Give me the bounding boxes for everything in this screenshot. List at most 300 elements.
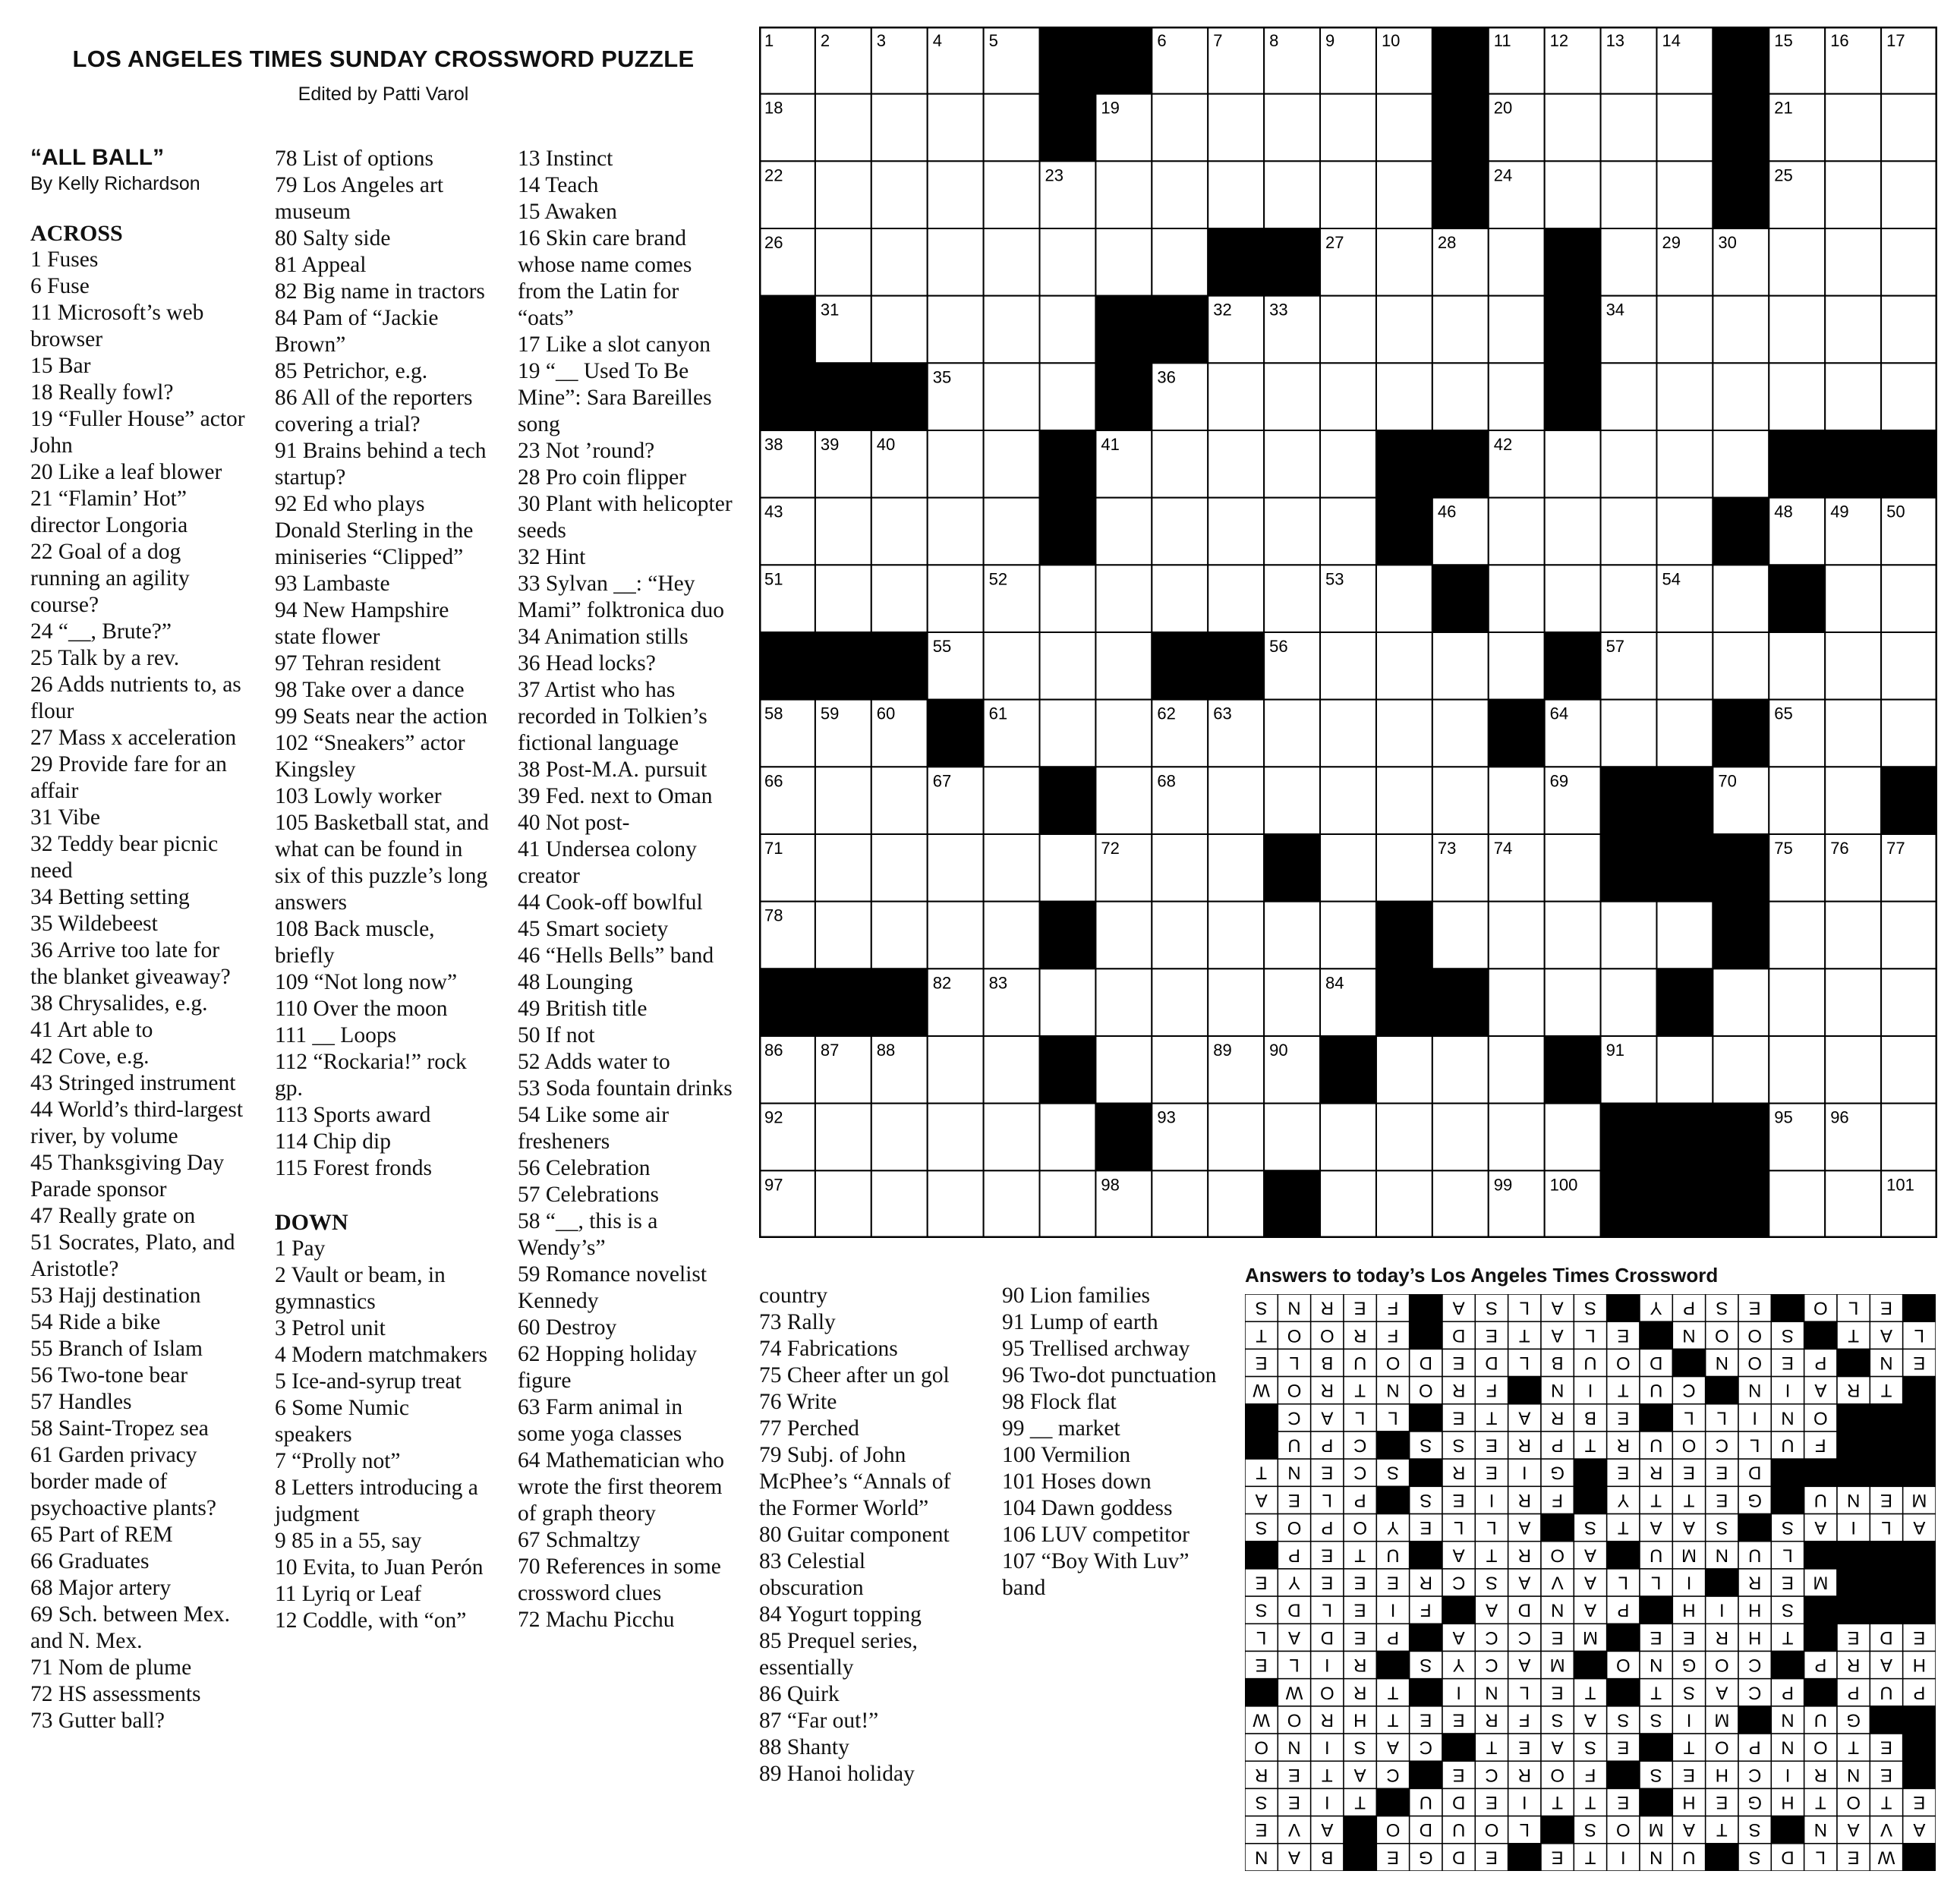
- grid-cell[interactable]: [1432, 363, 1489, 430]
- grid-cell[interactable]: [1825, 94, 1881, 162]
- grid-cell[interactable]: [1208, 94, 1264, 162]
- grid-cell[interactable]: [984, 1036, 1040, 1104]
- grid-cell[interactable]: [1489, 296, 1545, 364]
- answer-black-square: [1870, 1432, 1902, 1459]
- grid-cell[interactable]: [1545, 969, 1601, 1036]
- grid-cell[interactable]: [1040, 969, 1096, 1036]
- grid-cell[interactable]: [1320, 632, 1376, 700]
- answer-letter: E: [1452, 1407, 1465, 1428]
- grid-cell[interactable]: [928, 1036, 984, 1104]
- grid-cell[interactable]: [1095, 161, 1152, 228]
- answer-letter: E: [1682, 1462, 1696, 1483]
- clue: 3 Petrol unit: [275, 1316, 386, 1340]
- answer-letter: T: [1880, 1380, 1892, 1401]
- grid-cell[interactable]: [1545, 94, 1601, 162]
- grid-cell[interactable]: [1264, 430, 1320, 498]
- grid-cell[interactable]: [984, 767, 1040, 834]
- cell-number: 16: [1830, 31, 1849, 50]
- answer-letter: O: [1813, 1737, 1828, 1758]
- grid-cell[interactable]: [928, 1104, 984, 1171]
- grid-cell[interactable]: [1601, 565, 1657, 632]
- clue: 46 “Hells Bells” band: [518, 943, 714, 968]
- answer-black-square: [1903, 1844, 1936, 1871]
- cell-number: 100: [1549, 1175, 1578, 1195]
- grid-cell[interactable]: [928, 498, 984, 565]
- clue-list: [30, 247, 247, 1734]
- grid-cell[interactable]: [1713, 296, 1769, 364]
- grid-cell[interactable]: [1376, 1104, 1432, 1171]
- grid-cell[interactable]: [1489, 969, 1545, 1036]
- grid-cell[interactable]: [1320, 363, 1376, 430]
- grid-cell[interactable]: [1208, 161, 1264, 228]
- editor-credit: Edited by Patti Varol: [298, 83, 469, 105]
- clue: 16 Skin care brand whose name comes from the Latin for “oats”: [518, 226, 692, 330]
- clue: 103 Lowly worker: [275, 784, 442, 808]
- grid-cell[interactable]: [815, 161, 871, 228]
- grid-cell[interactable]: [1881, 1036, 1937, 1104]
- grid-cell[interactable]: [871, 902, 928, 969]
- grid-cell[interactable]: [1320, 1170, 1376, 1238]
- grid-cell[interactable]: [815, 228, 871, 296]
- grid-cell[interactable]: [871, 498, 928, 565]
- grid-cell[interactable]: [871, 767, 928, 834]
- grid-cell[interactable]: [984, 363, 1040, 430]
- grid-cell[interactable]: [1489, 767, 1545, 834]
- grid-cell[interactable]: [984, 1104, 1040, 1171]
- grid-cell[interactable]: [1656, 1036, 1713, 1104]
- answer-letter: I: [1324, 1792, 1330, 1813]
- grid-cell[interactable]: [1881, 296, 1937, 364]
- grid-cell[interactable]: [1264, 902, 1320, 969]
- answer-letter: S: [1716, 1517, 1728, 1539]
- grid-cell[interactable]: [1095, 565, 1152, 632]
- grid-cell[interactable]: [1545, 1104, 1601, 1171]
- grid-cell[interactable]: [1152, 902, 1208, 969]
- grid-cell[interactable]: [1825, 228, 1881, 296]
- grid-cell[interactable]: [1713, 565, 1769, 632]
- grid-cell[interactable]: [984, 94, 1040, 162]
- grid-cell[interactable]: [1376, 767, 1432, 834]
- grid-cell[interactable]: [984, 834, 1040, 902]
- black-square: [1040, 1036, 1096, 1104]
- grid-cell[interactable]: [1601, 498, 1657, 565]
- grid-cell[interactable]: [1095, 969, 1152, 1036]
- grid-cell[interactable]: [1656, 94, 1713, 162]
- black-square: [1545, 1036, 1601, 1104]
- clue: 67 Schmaltzy: [518, 1528, 641, 1552]
- grid-cell[interactable]: [984, 228, 1040, 296]
- grid-cell[interactable]: [1376, 834, 1432, 902]
- black-square: [1656, 834, 1713, 902]
- grid-cell[interactable]: [1152, 565, 1208, 632]
- cell-number: 5: [988, 31, 998, 50]
- answer-black-square: [1344, 1844, 1376, 1871]
- answer-letter: S: [1255, 1297, 1268, 1318]
- grid-cell[interactable]: [1432, 1104, 1489, 1171]
- grid-cell[interactable]: [1320, 834, 1376, 902]
- answer-letter: N: [1550, 1599, 1565, 1621]
- grid-cell[interactable]: [1264, 969, 1320, 1036]
- grid-cell[interactable]: [1152, 969, 1208, 1036]
- answer-letter: S: [1420, 1655, 1432, 1676]
- grid-cell[interactable]: [1320, 1104, 1376, 1171]
- grid-cell[interactable]: [1208, 1170, 1264, 1238]
- grid-cell[interactable]: [1713, 1036, 1769, 1104]
- grid-cell[interactable]: [1769, 296, 1825, 364]
- grid-cell[interactable]: [871, 161, 928, 228]
- grid-cell[interactable]: [1376, 700, 1432, 767]
- black-square: [1095, 363, 1152, 430]
- grid-cell[interactable]: [1264, 498, 1320, 565]
- grid-cell[interactable]: [1095, 767, 1152, 834]
- grid-cell[interactable]: [1881, 700, 1937, 767]
- grid-cell[interactable]: [1825, 161, 1881, 228]
- grid-cell[interactable]: [871, 1170, 928, 1238]
- grid-cell[interactable]: [1208, 834, 1264, 902]
- cell-number: 40: [876, 435, 896, 454]
- grid-cell[interactable]: [984, 902, 1040, 969]
- answer-letter: C: [1715, 1435, 1729, 1456]
- grid-cell[interactable]: [1376, 161, 1432, 228]
- answer-letter: R: [1715, 1627, 1729, 1648]
- answer-black-square: [1410, 1321, 1442, 1349]
- grid-cell[interactable]: [1320, 700, 1376, 767]
- grid-cell[interactable]: [1825, 1170, 1881, 1238]
- grid-cell[interactable]: [1208, 902, 1264, 969]
- grid-cell[interactable]: [1320, 161, 1376, 228]
- answer-black-square: [1640, 1321, 1672, 1349]
- answer-black-square: [1870, 1459, 1902, 1486]
- grid-cell[interactable]: [1320, 767, 1376, 834]
- grid-cell[interactable]: [1713, 430, 1769, 498]
- clue: 76 Write: [759, 1390, 837, 1414]
- answer-letter: E: [1353, 1297, 1366, 1318]
- grid-cell[interactable]: [1208, 363, 1264, 430]
- clue: 82 Big name in tractors: [275, 279, 485, 304]
- grid-cell[interactable]: [1601, 228, 1657, 296]
- answer-letter: M: [1714, 1709, 1730, 1731]
- grid-cell[interactable]: [1376, 632, 1432, 700]
- answer-letter: T: [1387, 1709, 1399, 1731]
- grid-cell[interactable]: [1601, 94, 1657, 162]
- grid-cell[interactable]: [1545, 902, 1601, 969]
- grid-cell[interactable]: [1489, 363, 1545, 430]
- answer-black-square: [1903, 1459, 1936, 1486]
- grid-cell[interactable]: [1769, 1036, 1825, 1104]
- answer-black-square: [1903, 1761, 1936, 1788]
- grid-cell[interactable]: [1769, 363, 1825, 430]
- grid-cell[interactable]: [928, 902, 984, 969]
- grid-cell[interactable]: [984, 498, 1040, 565]
- grid-cell[interactable]: [1040, 1170, 1096, 1238]
- grid-cell[interactable]: [1601, 700, 1657, 767]
- grid-cell[interactable]: [1825, 700, 1881, 767]
- answer-letter: R: [1517, 1435, 1532, 1456]
- grid-cell[interactable]: [1545, 430, 1601, 498]
- cell-number: 56: [1269, 637, 1288, 656]
- grid-cell[interactable]: [1264, 565, 1320, 632]
- grid-cell[interactable]: [1656, 296, 1713, 364]
- grid-cell[interactable]: [871, 228, 928, 296]
- grid-cell[interactable]: [1432, 296, 1489, 364]
- grid-cell[interactable]: [1040, 296, 1096, 364]
- cell-number: 1: [764, 31, 774, 50]
- grid-cell[interactable]: [1881, 1104, 1937, 1171]
- grid-cell[interactable]: [1208, 565, 1264, 632]
- grid-cell[interactable]: [1769, 632, 1825, 700]
- black-square: [1545, 632, 1601, 700]
- grid-cell[interactable]: [1264, 700, 1320, 767]
- grid-cell[interactable]: [815, 94, 871, 162]
- grid-cell[interactable]: [1040, 1104, 1096, 1171]
- grid-cell[interactable]: [1489, 565, 1545, 632]
- grid-cell[interactable]: [1040, 228, 1096, 296]
- grid-cell[interactable]: [871, 565, 928, 632]
- crossword-grid-svg[interactable]: [759, 27, 1937, 1238]
- grid-cell[interactable]: [1881, 161, 1937, 228]
- grid-cell[interactable]: [1432, 902, 1489, 969]
- grid-cell[interactable]: [928, 228, 984, 296]
- cell-number: 72: [1101, 839, 1120, 858]
- clue: 36 Arrive too late for the blanket giveaway?: [30, 938, 231, 989]
- grid-cell[interactable]: [1825, 632, 1881, 700]
- answer-letter: B: [1551, 1352, 1564, 1373]
- grid-cell[interactable]: [1769, 1170, 1825, 1238]
- grid-cell[interactable]: [1432, 1170, 1489, 1238]
- grid-cell[interactable]: [984, 161, 1040, 228]
- grid-cell[interactable]: [984, 1170, 1040, 1238]
- grid-cell[interactable]: [1376, 296, 1432, 364]
- grid-cell[interactable]: [815, 565, 871, 632]
- answer-letter: C: [1485, 1764, 1498, 1785]
- grid-cell[interactable]: [871, 834, 928, 902]
- grid-cell[interactable]: [1320, 498, 1376, 565]
- black-square: [1264, 228, 1320, 296]
- grid-cell[interactable]: [1152, 161, 1208, 228]
- grid-cell[interactable]: [1769, 228, 1825, 296]
- grid-cell[interactable]: [1152, 1170, 1208, 1238]
- grid-cell[interactable]: [1264, 1104, 1320, 1171]
- answer-letter: T: [1584, 1847, 1596, 1868]
- grid-cell[interactable]: [1095, 498, 1152, 565]
- grid-cell[interactable]: [1432, 767, 1489, 834]
- grid-cell[interactable]: [1656, 161, 1713, 228]
- grid-cell[interactable]: [1656, 902, 1713, 969]
- answer-black-square: [1640, 1788, 1672, 1816]
- answer-letter: I: [1686, 1572, 1692, 1593]
- black-square: [1040, 27, 1096, 94]
- grid-cell[interactable]: [1320, 902, 1376, 969]
- clue: 32 Teddy bear picnic need: [30, 832, 219, 883]
- grid-cell[interactable]: [1545, 161, 1601, 228]
- grid-cell[interactable]: [1881, 94, 1937, 162]
- grid-cell[interactable]: [1264, 94, 1320, 162]
- grid-cell[interactable]: [815, 1170, 871, 1238]
- grid-cell[interactable]: [1264, 363, 1320, 430]
- grid-cell[interactable]: [871, 1104, 928, 1171]
- grid-cell[interactable]: [1489, 498, 1545, 565]
- grid-cell[interactable]: [1376, 1036, 1432, 1104]
- grid-cell[interactable]: [1881, 565, 1937, 632]
- grid-cell[interactable]: [1713, 363, 1769, 430]
- answer-letter: Y: [1617, 1489, 1630, 1510]
- grid-cell[interactable]: [1825, 363, 1881, 430]
- grid-cell[interactable]: [815, 498, 871, 565]
- grid-cell[interactable]: [1152, 834, 1208, 902]
- grid-cell[interactable]: [1769, 767, 1825, 834]
- grid-cell[interactable]: [1376, 1170, 1432, 1238]
- answer-letter: E: [1617, 1462, 1630, 1483]
- grid-cell[interactable]: [815, 902, 871, 969]
- grid-cell[interactable]: [1713, 969, 1769, 1036]
- grid-cell[interactable]: [928, 1170, 984, 1238]
- grid-cell[interactable]: [928, 565, 984, 632]
- grid-cell[interactable]: [1152, 94, 1208, 162]
- clue: 49 British title: [518, 997, 648, 1021]
- answer-letter: Y: [1287, 1572, 1301, 1593]
- grid-cell[interactable]: [1656, 700, 1713, 767]
- clue: 38 Post-M.A. pursuit: [518, 758, 707, 782]
- answer-letter: E: [1847, 1627, 1860, 1648]
- answer-letter: E: [1551, 1627, 1564, 1648]
- grid-cell[interactable]: [1432, 632, 1489, 700]
- grid-cell[interactable]: [1825, 565, 1881, 632]
- grid-cell[interactable]: [928, 161, 984, 228]
- grid-cell[interactable]: [1489, 1104, 1545, 1171]
- grid-cell[interactable]: [1656, 430, 1713, 498]
- grid-cell[interactable]: [1095, 700, 1152, 767]
- grid-cell[interactable]: [1152, 498, 1208, 565]
- grid-cell[interactable]: [1769, 902, 1825, 969]
- grid-cell[interactable]: [1656, 632, 1713, 700]
- grid-cell[interactable]: [1881, 632, 1937, 700]
- grid-cell[interactable]: [1095, 632, 1152, 700]
- grid-cell[interactable]: [1881, 228, 1937, 296]
- grid-cell[interactable]: [1264, 161, 1320, 228]
- grid-cell[interactable]: [1320, 430, 1376, 498]
- grid-cell[interactable]: [1769, 969, 1825, 1036]
- grid-cell[interactable]: [1040, 700, 1096, 767]
- grid-cell[interactable]: [871, 296, 928, 364]
- answer-letter: I: [1719, 1599, 1725, 1621]
- grid-cell[interactable]: [1208, 1104, 1264, 1171]
- grid-cell[interactable]: [1601, 161, 1657, 228]
- grid-cell[interactable]: [1601, 969, 1657, 1036]
- grid-cell[interactable]: [1040, 363, 1096, 430]
- grid-cell[interactable]: [1264, 767, 1320, 834]
- grid-cell[interactable]: [928, 94, 984, 162]
- grid-cell[interactable]: [1208, 430, 1264, 498]
- answer-black-square: [1607, 1294, 1640, 1321]
- grid-cell[interactable]: [1489, 902, 1545, 969]
- grid-cell[interactable]: [1489, 1036, 1545, 1104]
- grid-cell[interactable]: [1545, 498, 1601, 565]
- grid-cell[interactable]: [1376, 565, 1432, 632]
- grid-cell[interactable]: [1881, 902, 1937, 969]
- grid-cell[interactable]: [984, 430, 1040, 498]
- grid-cell[interactable]: [1545, 565, 1601, 632]
- grid-cell[interactable]: [1040, 632, 1096, 700]
- grid-cell[interactable]: [1432, 1036, 1489, 1104]
- answer-black-square: [1903, 1404, 1936, 1432]
- grid-cell[interactable]: [984, 296, 1040, 364]
- grid-cell[interactable]: [1040, 834, 1096, 902]
- grid-cell[interactable]: [1376, 363, 1432, 430]
- grid-cell[interactable]: [815, 834, 871, 902]
- grid-cell[interactable]: [928, 834, 984, 902]
- black-square: [1713, 94, 1769, 162]
- grid-cell[interactable]: [1489, 632, 1545, 700]
- grid-cell[interactable]: [1601, 902, 1657, 969]
- grid-cell[interactable]: [1656, 363, 1713, 430]
- grid-cell[interactable]: [1040, 565, 1096, 632]
- grid-cell[interactable]: [1095, 902, 1152, 969]
- answer-letter: U: [1649, 1380, 1663, 1401]
- answer-letter: R: [1517, 1545, 1532, 1566]
- grid-cell[interactable]: [1095, 1036, 1152, 1104]
- grid-cell[interactable]: [1152, 1036, 1208, 1104]
- grid-cell[interactable]: [1152, 430, 1208, 498]
- grid-cell[interactable]: [1601, 363, 1657, 430]
- cell-number: 97: [764, 1175, 783, 1195]
- cell-number: 90: [1269, 1041, 1288, 1060]
- clue: 111 __ Loops: [275, 1023, 397, 1047]
- answer-letter: R: [1747, 1572, 1762, 1593]
- grid-cell[interactable]: [1376, 228, 1432, 296]
- answer-letter: S: [1485, 1572, 1498, 1593]
- answer-letter: C: [1419, 1737, 1433, 1758]
- grid-cell[interactable]: [928, 296, 984, 364]
- grid-cell[interactable]: [1825, 296, 1881, 364]
- crossword-grid[interactable]: [759, 27, 1937, 1238]
- grid-cell[interactable]: [1320, 296, 1376, 364]
- grid-cell[interactable]: [815, 767, 871, 834]
- grid-cell[interactable]: [1208, 498, 1264, 565]
- grid-cell[interactable]: [984, 632, 1040, 700]
- grid-cell[interactable]: [1208, 969, 1264, 1036]
- grid-cell[interactable]: [1489, 228, 1545, 296]
- grid-cell[interactable]: [1825, 902, 1881, 969]
- grid-cell[interactable]: [1825, 1036, 1881, 1104]
- grid-cell[interactable]: [1545, 834, 1601, 902]
- grid-cell[interactable]: [1208, 767, 1264, 834]
- grid-cell[interactable]: [1656, 498, 1713, 565]
- grid-cell[interactable]: [815, 1104, 871, 1171]
- grid-cell[interactable]: [1320, 94, 1376, 162]
- answer-letter: A: [1287, 1847, 1301, 1868]
- grid-cell[interactable]: [1432, 700, 1489, 767]
- answer-letter: T: [1584, 1682, 1596, 1703]
- cell-number: 84: [1325, 973, 1344, 993]
- grid-cell[interactable]: [1881, 969, 1937, 1036]
- grid-cell[interactable]: [1376, 94, 1432, 162]
- grid-cell[interactable]: [1881, 363, 1937, 430]
- answer-black-square: [1837, 1569, 1870, 1596]
- clue: 87 “Far out!”: [759, 1709, 879, 1733]
- answer-letter: O: [1747, 1324, 1763, 1346]
- grid-cell[interactable]: [871, 94, 928, 162]
- grid-cell[interactable]: [928, 430, 984, 498]
- grid-cell[interactable]: [1152, 228, 1208, 296]
- answer-letter: G: [1747, 1489, 1763, 1510]
- answer-black-square: [1508, 1377, 1541, 1404]
- grid-cell[interactable]: [1825, 767, 1881, 834]
- answer-black-square: [1410, 1624, 1442, 1651]
- grid-cell[interactable]: [1713, 632, 1769, 700]
- grid-cell[interactable]: [1825, 969, 1881, 1036]
- grid-cell[interactable]: [1601, 430, 1657, 498]
- grid-cell[interactable]: [1095, 228, 1152, 296]
